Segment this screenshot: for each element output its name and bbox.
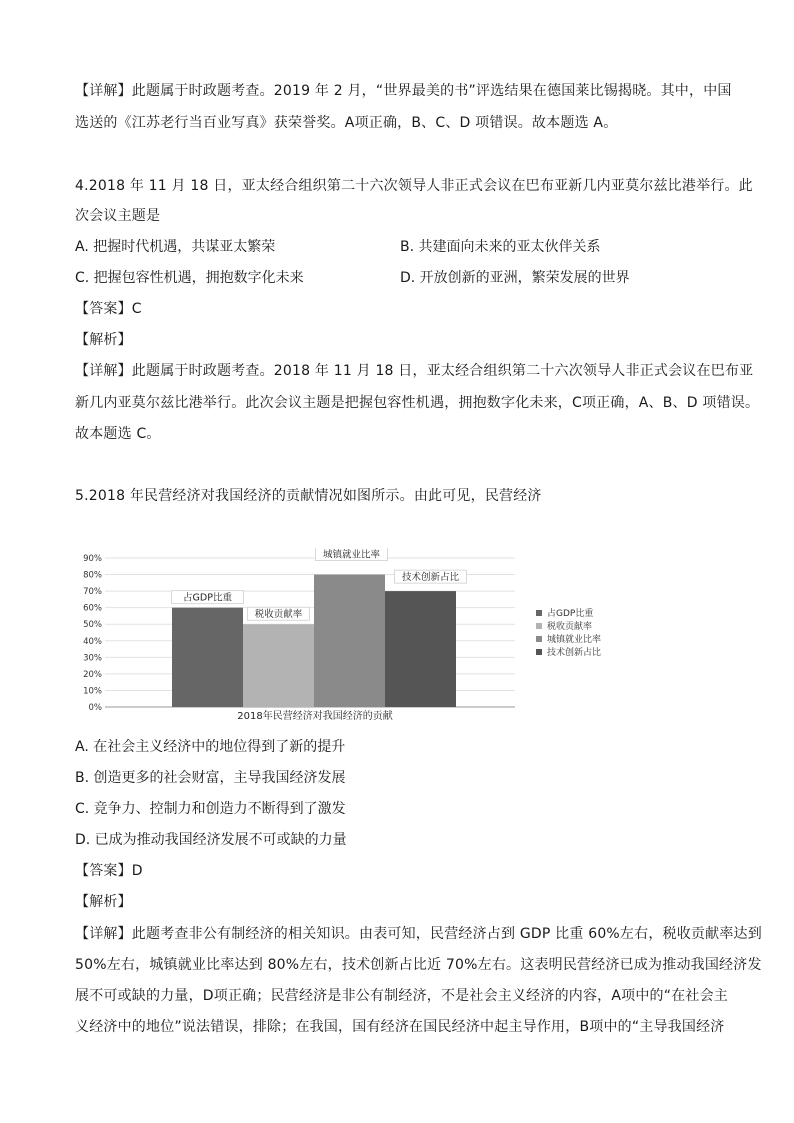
q4-option-c: C. 把握包容性机遇，拥抱数字化未来 [75, 270, 304, 286]
bar-2 [243, 624, 314, 707]
chart-title: 2018年民营经济对我国经济的贡献 [237, 711, 393, 722]
bar-4 [385, 591, 456, 707]
legend-entry: 城镇就业比率 [547, 635, 602, 645]
q3-explain-line2: 选送的《江苏老行当百业写真》获荣誉奖。A项正确，B、C、D 项错误。故本题选 A。 [75, 115, 618, 131]
q4-answer: 【答案】C [75, 301, 142, 317]
y-tick-label: 40% [83, 636, 102, 647]
q5-explain-line1: 【详解】此题考查非公有制经济的相关知识。由表可知，民营经济占到 GDP 比重 60%左右，税收贡献率达到 [75, 926, 762, 942]
q5-explain-line3: 展不可或缺的力量，D项正确；民营经济是非公有制经济，不是社会主义经济的内容，A项中的“在社会主 [75, 988, 729, 1004]
q4-explain-line2: 新几内亚莫尔兹比港举行。此次会议主题是把握包容性机遇，拥抱数字化未来，C项正确，A、B、D 项错误。 [75, 395, 760, 411]
y-tick-label: 0% [88, 703, 102, 713]
bar-data-label: 占GDP比重 [183, 592, 232, 604]
y-tick-label: 20% [83, 669, 102, 680]
q4-option-d: D. 开放创新的亚洲，繁荣发展的世界 [400, 270, 630, 286]
q5-option-a: A. 在社会主义经济中的地位得到了新的提升 [75, 739, 346, 755]
bar-1 [172, 608, 243, 707]
q5-explain-line2: 50%左右，城镇就业比率达到 80%左右，技术创新占比近 70%左右。这表明民营经济已成为推动我国经济发 [75, 957, 762, 973]
y-tick-label: 80% [83, 570, 102, 581]
bar-data-label: 税收贡献率 [254, 609, 303, 621]
y-tick-label: 10% [83, 686, 102, 697]
bar-data-label: 城镇就业比率 [322, 549, 381, 561]
legend-swatch [536, 623, 542, 629]
legend-swatch [536, 610, 542, 616]
y-tick-label: 30% [83, 653, 102, 664]
q4-option-a: A. 把握时代机遇，共谋亚太繁荣 [75, 239, 276, 255]
q4-explain-line3: 故本题选 C。 [75, 426, 161, 442]
q5-stem: 5.2018 年民营经济对我国经济的贡献情况如图所示。由此可见，民营经济 [75, 488, 542, 504]
q5-analysis-label: 【解析】 [75, 894, 132, 910]
q3-explain-line1: 【详解】此题属于时政题考查。2019 年 2 月，“世界最美的书”评选结果在德国莱比锡揭晓。其中，中国 [75, 83, 732, 99]
q5-option-c: C. 竞争力、控制力和创造力不断得到了激发 [75, 801, 346, 817]
q4-stem-line2: 次会议主题是 [75, 208, 161, 224]
bar-data-label: 技术创新占比 [401, 572, 460, 584]
q5-answer: 【答案】D [75, 863, 143, 879]
bar-3 [314, 575, 385, 707]
q4-option-b: B. 共建面向未来的亚太伙伴关系 [400, 239, 601, 255]
y-tick-label: 70% [83, 587, 102, 598]
y-tick-label: 60% [83, 603, 102, 614]
legend-swatch [536, 636, 542, 642]
q4-analysis-label: 【解析】 [75, 332, 132, 348]
legend-entry: 技术创新占比 [547, 648, 602, 658]
y-tick-label: 50% [83, 620, 102, 631]
q4-explain-line1: 【详解】此题属于时政题考查。2018 年 11 月 18 日，亚太经合组织第二十六次领导人非正式会议在巴布亚 [75, 363, 754, 379]
q5-option-d: D. 已成为推动我国经济发展不可或缺的力量 [75, 832, 347, 848]
legend-swatch [536, 649, 542, 655]
contribution-bar-chart [70, 548, 650, 728]
legend-entry: 税收贡献率 [547, 622, 593, 632]
y-tick-label: 90% [83, 554, 102, 564]
q4-stem-line1: 4.2018 年 11 月 18 日，亚太经合组织第二十六次领导人非正式会议在巴布亚新几内亚莫尔兹比港举行。此 [75, 178, 753, 194]
legend-entry: 占GDP比重 [547, 609, 594, 619]
q5-option-b: B. 创造更多的社会财富，主导我国经济发展 [75, 770, 346, 786]
q5-explain-line4: 义经济中的地位”说法错误，排除；在我国，国有经济在国民经济中起主导作用，B项中的“主导我国经济 [75, 1019, 725, 1035]
